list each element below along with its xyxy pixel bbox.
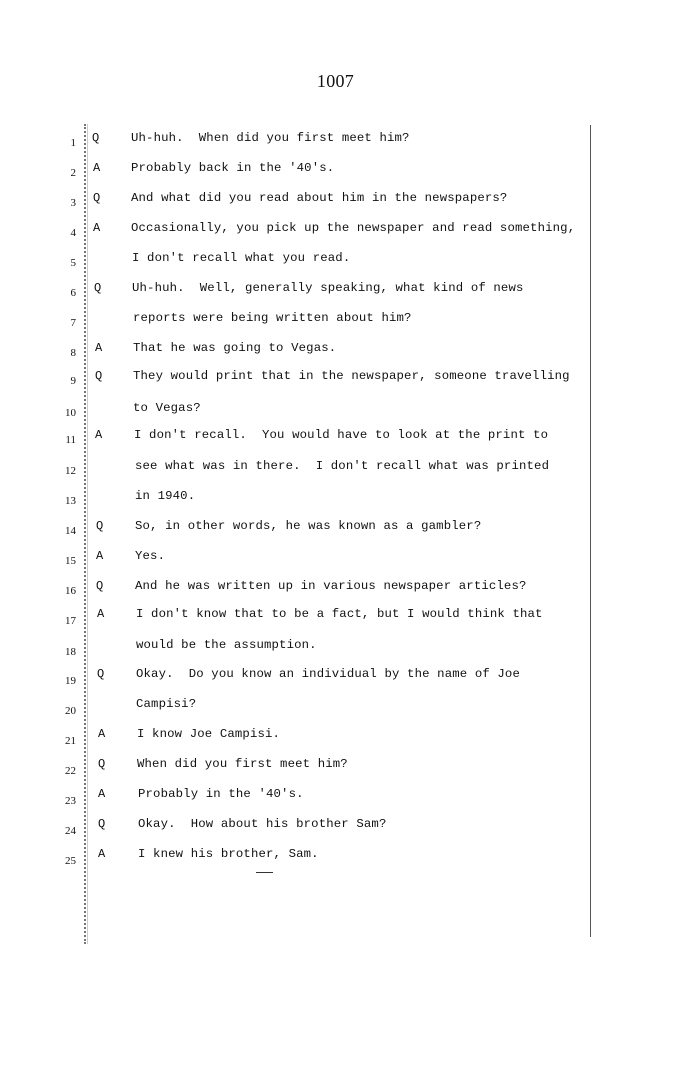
transcript-line xyxy=(0,844,691,867)
testimony-text: I don't recall what you read. xyxy=(132,251,351,265)
line-number: 5 xyxy=(70,257,76,269)
testimony-text: I know Joe Campisi. xyxy=(137,727,281,741)
testimony-text: Probably in the '40's. xyxy=(138,787,304,801)
line-number: 22 xyxy=(65,765,76,777)
transcript-line xyxy=(0,158,691,178)
testimony-text: Uh-huh. Well, generally speaking, what kind of news xyxy=(132,281,524,295)
transcript-line xyxy=(0,754,691,777)
transcript-line xyxy=(0,635,691,658)
speaker-label: Q xyxy=(92,131,100,145)
handwritten-dash-mark xyxy=(256,872,273,873)
transcript-line xyxy=(0,694,691,717)
testimony-text: reports were being written about him? xyxy=(133,311,412,325)
speaker-label: Q xyxy=(93,191,101,205)
transcript-line xyxy=(0,188,691,208)
testimony-text: I knew his brother, Sam. xyxy=(138,847,319,861)
transcript-line xyxy=(0,218,691,238)
transcript-line xyxy=(0,664,691,687)
speaker-label: A xyxy=(98,727,106,741)
line-number: 15 xyxy=(65,555,76,567)
page-number: 1007 xyxy=(316,71,355,91)
line-number: 4 xyxy=(70,227,76,239)
line-number: 18 xyxy=(65,646,76,658)
line-number: 9 xyxy=(70,375,76,387)
testimony-text: I don't know that to be a fact, but I would think that xyxy=(136,607,543,621)
testimony-text: And what did you read about him in the newspapers? xyxy=(131,191,508,205)
speaker-label: Q xyxy=(98,757,106,771)
transcript-line xyxy=(0,724,691,747)
speaker-label: A xyxy=(97,607,105,621)
line-number: 21 xyxy=(65,735,76,747)
line-number: 10 xyxy=(65,407,76,419)
transcript-line xyxy=(0,516,691,536)
testimony-text: Okay. How about his brother Sam? xyxy=(138,817,387,831)
speaker-label: A xyxy=(98,787,106,801)
transcript-line xyxy=(0,486,691,506)
line-number: 14 xyxy=(65,525,76,537)
transcript-line xyxy=(0,604,691,627)
testimony-text: I don't recall. You would have to look at the print to xyxy=(134,428,549,442)
speaker-label: Q xyxy=(97,667,105,681)
line-number: 3 xyxy=(70,197,76,209)
transcript-line xyxy=(0,784,691,807)
line-number: 1 xyxy=(70,137,76,149)
line-number: 13 xyxy=(65,495,76,507)
line-number: 8 xyxy=(70,347,76,359)
speaker-label: A xyxy=(98,847,106,861)
line-number: 7 xyxy=(70,317,76,329)
transcript-line xyxy=(0,814,691,837)
transcript-line xyxy=(0,576,691,596)
testimony-text: And he was written up in various newspaper articles? xyxy=(135,579,527,593)
transcript-line xyxy=(0,248,691,268)
testimony-text: So, in other words, he was known as a gambler? xyxy=(135,519,482,533)
testimony-text: in 1940. xyxy=(135,489,196,503)
line-number: 12 xyxy=(65,465,76,477)
line-number: 2 xyxy=(70,167,76,179)
testimony-text: Probably back in the '40's. xyxy=(131,161,335,175)
transcript-line xyxy=(0,398,691,418)
testimony-text: would be the assumption. xyxy=(136,638,317,652)
transcript-line xyxy=(0,366,691,386)
transcript-line xyxy=(0,308,691,328)
line-number: 11 xyxy=(65,434,76,446)
speaker-label: Q xyxy=(95,369,103,383)
transcript-line xyxy=(0,456,691,476)
transcript-line xyxy=(0,278,691,298)
speaker-label: A xyxy=(95,428,103,442)
testimony-text: Campisi? xyxy=(136,697,197,711)
line-number: 20 xyxy=(65,705,76,717)
line-number: 24 xyxy=(65,825,76,837)
speaker-label: Q xyxy=(98,817,106,831)
testimony-text: Occasionally, you pick up the newspaper and read something, xyxy=(131,221,576,235)
transcript-line xyxy=(0,425,691,445)
speaker-label: A xyxy=(93,161,101,175)
testimony-text: to Vegas? xyxy=(133,401,201,415)
transcript-line xyxy=(0,338,691,358)
testimony-text: Okay. Do you know an individual by the name of Joe xyxy=(136,667,520,681)
testimony-text: That he was going to Vegas. xyxy=(133,341,337,355)
testimony-text: see what was in there. I don't recall what was printed xyxy=(135,459,550,473)
testimony-text: They would print that in the newspaper, someone travelling xyxy=(133,369,570,383)
line-number: 23 xyxy=(65,795,76,807)
speaker-label: Q xyxy=(96,579,104,593)
transcript-line xyxy=(0,546,691,566)
speaker-label: Q xyxy=(96,519,104,533)
line-number: 17 xyxy=(65,615,76,627)
speaker-label: A xyxy=(96,549,104,563)
testimony-text: When did you first meet him? xyxy=(137,757,348,771)
testimony-text: Yes. xyxy=(135,549,166,563)
line-number: 6 xyxy=(70,287,76,299)
line-number: 25 xyxy=(65,855,76,867)
testimony-text: Uh-huh. When did you first meet him? xyxy=(131,131,410,145)
speaker-label: Q xyxy=(94,281,102,295)
speaker-label: A xyxy=(95,341,103,355)
speaker-label: A xyxy=(93,221,101,235)
line-number: 16 xyxy=(65,585,76,597)
transcript-line xyxy=(0,128,691,148)
line-number: 19 xyxy=(65,675,76,687)
